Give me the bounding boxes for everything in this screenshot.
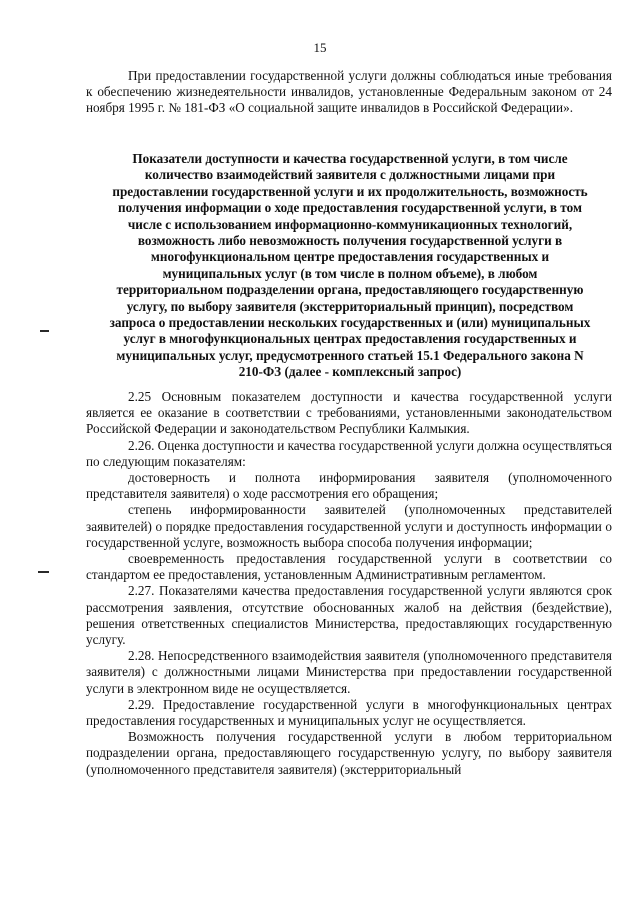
paragraph-2-25: 2.25 Основным показателем доступности и качества государственной услуги является ее оказание в соответствии с требованиями, установленными законодательством Российской Федерации и законодательством Республики Калмыкия.	[86, 389, 612, 437]
paragraph-extraterritorial: Возможность получения государственной услуги в любом территориальном подразделении органа, предоставляющего государственную услугу, по выбору заявителя (уполномоченного представителя заявителя) (экстерриториальный	[86, 729, 612, 777]
margin-scan-mark	[40, 330, 49, 332]
paragraph-2-29: 2.29. Предоставление государственной услуги в многофункциональных центрах предоставления государственных и муниципальных услуг не осуществляется.	[86, 696, 612, 729]
margin-scan-mark	[38, 571, 49, 573]
paragraph-indicator-timeliness: своевременность предоставления государственной услуги в соответствии со стандартом ее предоставления, установленным Административным регламентом.	[86, 551, 612, 583]
intro-paragraph: При предоставлении государственной услуги должны соблюдаться иные требования к обеспечению жизнедеятельности инвалидов, установленные Федеральным законом от 24 ноября 1995 г. № 181-ФЗ «О социальной защите инвалидов в Российской Федерации».	[86, 68, 612, 116]
page-number: 15	[313, 40, 327, 55]
intro-block	[86, 68, 612, 117]
paragraph-2-28: 2.28. Непосредственного взаимодействия заявителя (уполномоченного представителя заявителя) с должностными лицами Министерства при предоставлении государственной услуги в электронном виде не осуществляется.	[86, 648, 612, 696]
main-text-block	[86, 389, 612, 778]
section-heading: Показатели доступности и качества государственной услуги, в том числе количество взаимодействий заявителя с должностными лицами при предоставлении государственной услуги и их продолжительность, возможность получения информации о ходе предоставления государственной услуги, в том числе с использованием информационно-коммуникационных технологий, возможность либо невозможность получения государственной услуги в многофункциональном центре предоставления государственных и муниципальных услуг (в том числе в полном объеме), в любом территориальном подразделении органа, предоставляющего государственную услугу, по выбору заявителя (экстерриториальный принцип), посредством запроса о предоставлении нескольких государственных и (или) муниципальных услуг в многофункциональных центрах предоставления государственных и муниципальных услуг, предусмотренного статьей 15.1 Федерального закона N 210-ФЗ (далее - комплексный запрос)	[109, 151, 591, 380]
paragraph-indicator-awareness: степень информированности заявителей (уполномоченных представителей заявителей) о порядке предоставления государственной услуги и доступность информации о государственной услуге, возможность выбора способа получения информации;	[86, 502, 612, 550]
paragraph-2-27: 2.27. Показателями качества предоставления государственной услуги являются срок рассмотрения заявления, отсутствие обоснованных жалоб на действия (бездействие), решения ответственных специалистов Министерства, предоставляющих государственную услугу.	[86, 583, 612, 648]
paragraph-2-26: 2.26. Оценка доступности и качества государственной услуги должна осуществляться по следующим показателям:	[86, 437, 612, 469]
paragraph-indicator-accuracy: достоверность и полнота информирования заявителя (уполномоченного представителя заявителя) о ходе рассмотрения его обращения;	[86, 470, 612, 502]
